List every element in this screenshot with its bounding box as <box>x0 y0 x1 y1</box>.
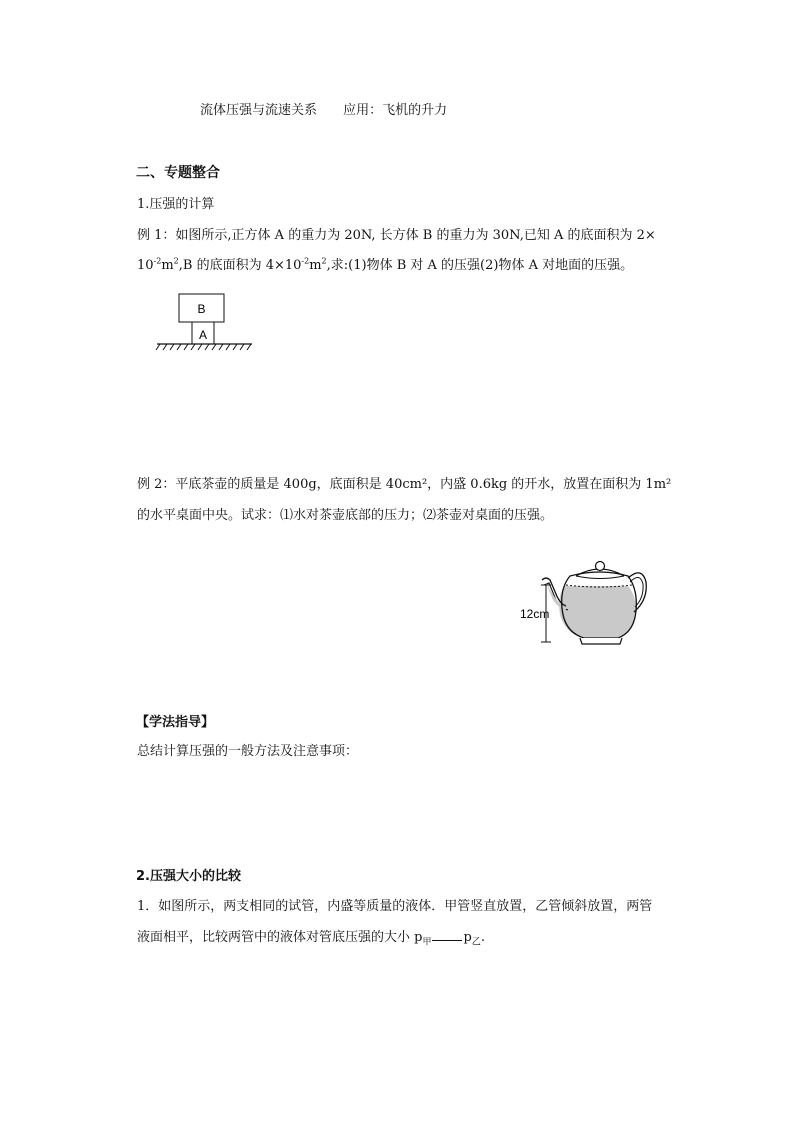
block-a-label: A <box>198 328 208 342</box>
header-right-text: 应用：飞机的升力 <box>343 103 448 118</box>
section-title: 二、专题整合 <box>136 165 220 181</box>
header-left-text: 流体压强与流速关系 <box>200 103 318 118</box>
answer-blank[interactable] <box>432 928 462 941</box>
example2-line1: 例 2：平底茶壶的质量是 400g，底面积是 40cm²，内盛 0.6kg 的开水，放置在面积为 1m² <box>137 477 672 492</box>
example2-line2: 的水平桌面中央。试求：⑴水对茶壶底部的压力；⑵茶壶对桌面的压强。 <box>137 508 554 523</box>
guide-title: 【学法指导】 <box>136 715 215 730</box>
ground-hatching <box>156 344 251 350</box>
subsection-title-pressure-calc: 1.压强的计算 <box>137 197 215 212</box>
subsection-title-pressure-compare: 2.压强大小的比较 <box>136 869 241 884</box>
question1-line2: 液面相平，比较两管中的液体对管底压强的大小 $p_甲$ $p_乙$. <box>137 930 485 948</box>
blocks-figure <box>150 288 260 358</box>
guide-text: 总结计算压强的一般方法及注意事项： <box>137 744 359 759</box>
teapot-lid-knob <box>596 562 605 571</box>
subscript-jia: 甲 <box>422 937 432 948</box>
block-b-label: B <box>197 302 206 316</box>
teapot-base <box>580 638 622 644</box>
subscript-yi: 乙 <box>471 937 481 948</box>
teapot-figure <box>516 556 656 648</box>
header-line <box>200 101 447 121</box>
example1-line1: 例 1：如图所示,正方体 A 的重力为 20N, 长方体 B 的重力为 30N,已知 A 的底面积为 2× <box>137 228 656 243</box>
question1-line1: 1．如图所示，两支相同的试管，内盛等质量的液体．甲管竖直放置，乙管倾斜放置，两管 <box>137 899 653 914</box>
example1-line2: $10^{-2}m^2,B$ 的底面积为 $4\times 10^{-2}m^2$,求:(1)物体 B 对 A 的压强(2)物体 A 对地面的压强。 <box>137 256 634 273</box>
teapot-height-label: 12cm <box>520 607 550 621</box>
